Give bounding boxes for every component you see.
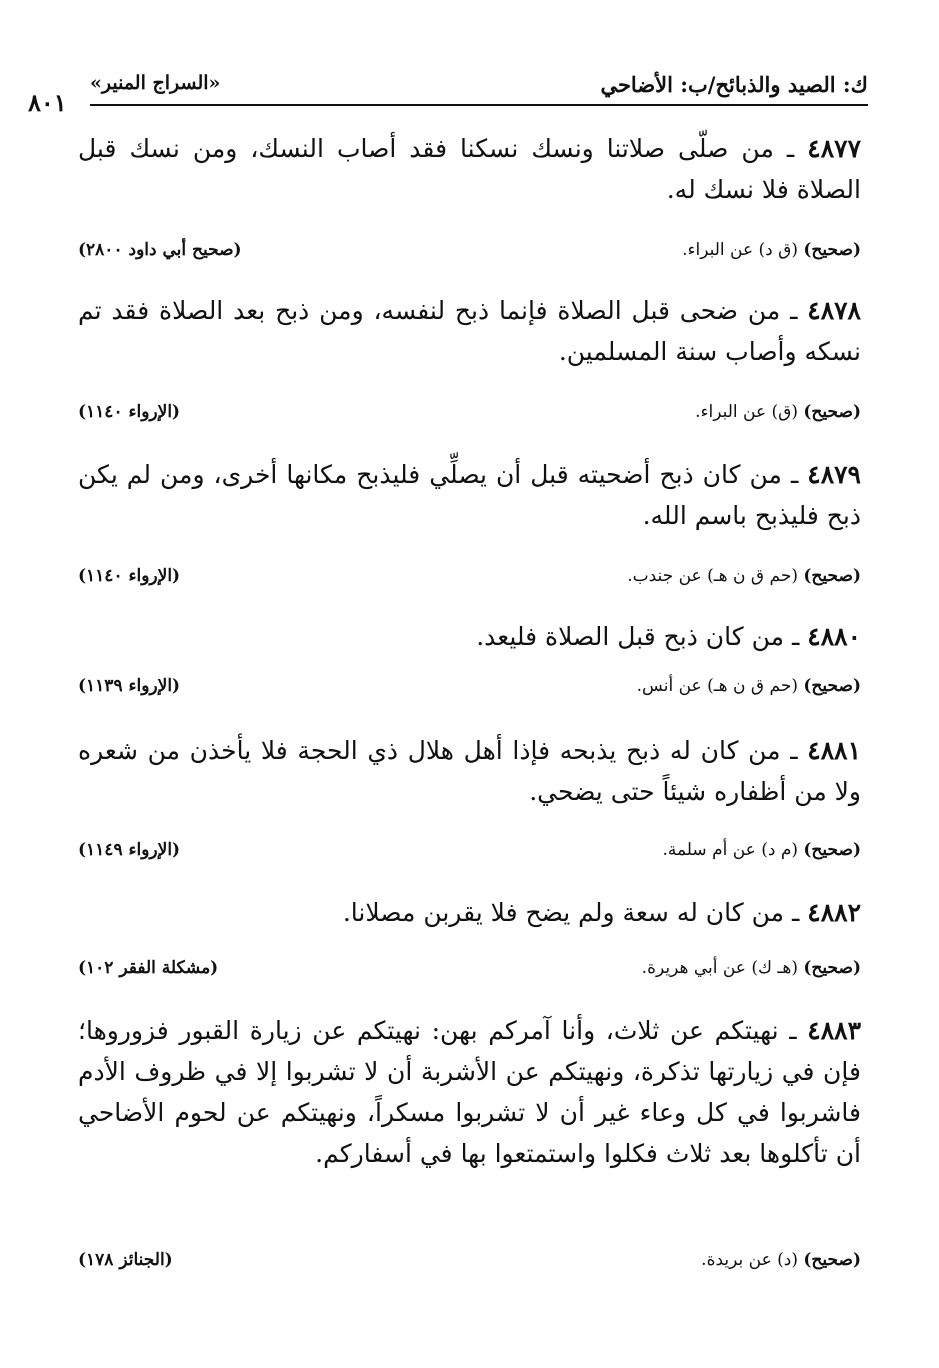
grade-label: (صحيح)	[803, 566, 861, 586]
header-rule	[90, 104, 868, 106]
hadith-number: ٤٨٧٨	[807, 296, 861, 325]
hadith-dash: ـ	[778, 1016, 797, 1045]
hadith-number: ٤٨٨٣	[807, 1016, 861, 1045]
source-line	[78, 1250, 861, 1278]
hadith-dash: ـ	[780, 736, 798, 765]
reference-citation: (الإرواء ١١٤٠)	[78, 402, 181, 422]
hadith-dash: ـ	[773, 134, 795, 163]
hadith-text: نهيتكم عن ثلاث، وأنا آمركم بهن: نهيتكم عن زيارة القبور فزوروها؛ فإن في زيارتها تذكرة، ونهيتكم عن الأشربة أن لا تشربوا إلا في ظروف الأدم فاشربوا في كل وعاء غير أن لا تشربوا مسكراً، ونهيتكم عن لحوم الأضاحي أن تأكلوها بعد ثلاث فكلوا واستمتعوا بها في أسفاركم.	[78, 1016, 861, 1168]
source-attribution	[695, 402, 861, 422]
source-attribution	[662, 840, 861, 860]
source-line	[78, 676, 861, 704]
page-header	[28, 58, 868, 117]
hadith-text-block	[78, 128, 861, 210]
hadith-text: من ضحى قبل الصلاة فإنما ذبح لنفسه، ومن ذبح بعد الصلاة فقد تم نسكه وأصاب سنة المسلمين.	[78, 296, 861, 366]
source-line	[78, 958, 861, 986]
hadith-dash: ـ	[781, 460, 799, 489]
hadith-entry	[78, 1010, 861, 1270]
source-narrator: (ق) عن البراء.	[695, 402, 798, 422]
hadith-text-block	[78, 616, 861, 657]
hadith-number: ٤٨٨١	[807, 736, 861, 765]
source-line	[78, 840, 861, 868]
reference-citation: (الجنائز ١٧٨)	[78, 1250, 173, 1270]
source-line	[78, 240, 861, 268]
hadith-dash: ـ	[784, 898, 800, 927]
chapter-title: ك: الصيد والذبائح/ب: الأضاحي	[600, 72, 868, 97]
hadith-entry	[78, 128, 861, 260]
source-attribution	[642, 958, 861, 978]
reference-citation: (الإرواء ١١٤٩)	[78, 840, 181, 860]
book-title: «السراج المنير»	[90, 72, 221, 94]
hadith-text: من صلّى صلاتنا ونسك نسكنا فقد أصاب النسك، ومن نسك قبل الصلاة فلا نسك له.	[78, 134, 861, 204]
hadith-text: من كان ذبح أضحيته قبل أن يصلِّي فليذبح مكانها أخرى، ومن لم يكن ذبح فليذبح باسم الله.	[78, 460, 861, 530]
source-attribution	[682, 240, 861, 260]
hadith-entry	[78, 892, 861, 978]
hadith-number: ٤٨٨٢	[807, 898, 861, 927]
reference-citation: (الإرواء ١١٣٩)	[78, 676, 181, 696]
grade-label: (صحيح)	[803, 240, 861, 260]
reference-citation: (الإرواء ١١٤٠)	[78, 566, 181, 586]
source-narrator: (م د) عن أم سلمة.	[662, 840, 798, 860]
hadith-dash: ـ	[784, 622, 800, 651]
reference-citation: (صحيح أبي داود ٢٨٠٠)	[78, 240, 242, 260]
grade-label: (صحيح)	[803, 840, 861, 860]
source-line	[78, 402, 861, 430]
grade-label: (صحيح)	[803, 402, 861, 422]
hadith-dash: ـ	[780, 296, 798, 325]
hadith-text-block	[78, 1010, 861, 1174]
source-narrator: (ق د) عن البراء.	[682, 240, 798, 260]
hadith-text: من كان له ذبح يذبحه فإذا أهل هلال ذي الحجة فلا يأخذن من شعره ولا من أظفاره شيئاً حتى يضحي.	[78, 736, 861, 806]
page-number: ٨٠١	[28, 88, 67, 117]
source-line	[78, 566, 861, 594]
hadith-entry	[78, 454, 861, 586]
source-narrator: (حم ق ن هـ) عن أنس.	[636, 676, 798, 696]
source-attribution	[701, 1250, 861, 1270]
hadith-number: ٤٨٧٩	[807, 460, 861, 489]
hadith-text: من كان له سعة ولم يضح فلا يقربن مصلانا.	[342, 898, 785, 927]
source-narrator: (هـ ك) عن أبي هريرة.	[641, 958, 798, 978]
hadith-text-block	[78, 730, 861, 812]
hadith-entry	[78, 290, 861, 422]
grade-label: (صحيح)	[803, 676, 861, 696]
hadith-text: من كان ذبح قبل الصلاة فليعد.	[476, 622, 785, 651]
source-attribution	[637, 676, 861, 696]
hadith-entry	[78, 616, 861, 696]
grade-label: (صحيح)	[803, 1250, 861, 1270]
hadith-text-block	[78, 290, 861, 372]
grade-label: (صحيح)	[803, 958, 861, 978]
reference-citation: (مشكلة الفقر ١٠٢)	[78, 958, 219, 978]
source-narrator: (د) عن بريدة.	[701, 1250, 798, 1270]
source-attribution	[627, 566, 861, 586]
hadith-number: ٤٨٧٧	[807, 134, 861, 163]
hadith-number: ٤٨٨٠	[807, 622, 861, 651]
source-narrator: (حم ق ن هـ) عن جندب.	[627, 566, 798, 586]
hadith-entry	[78, 730, 861, 860]
hadith-text-block	[78, 892, 861, 933]
hadith-text-block	[78, 454, 861, 536]
